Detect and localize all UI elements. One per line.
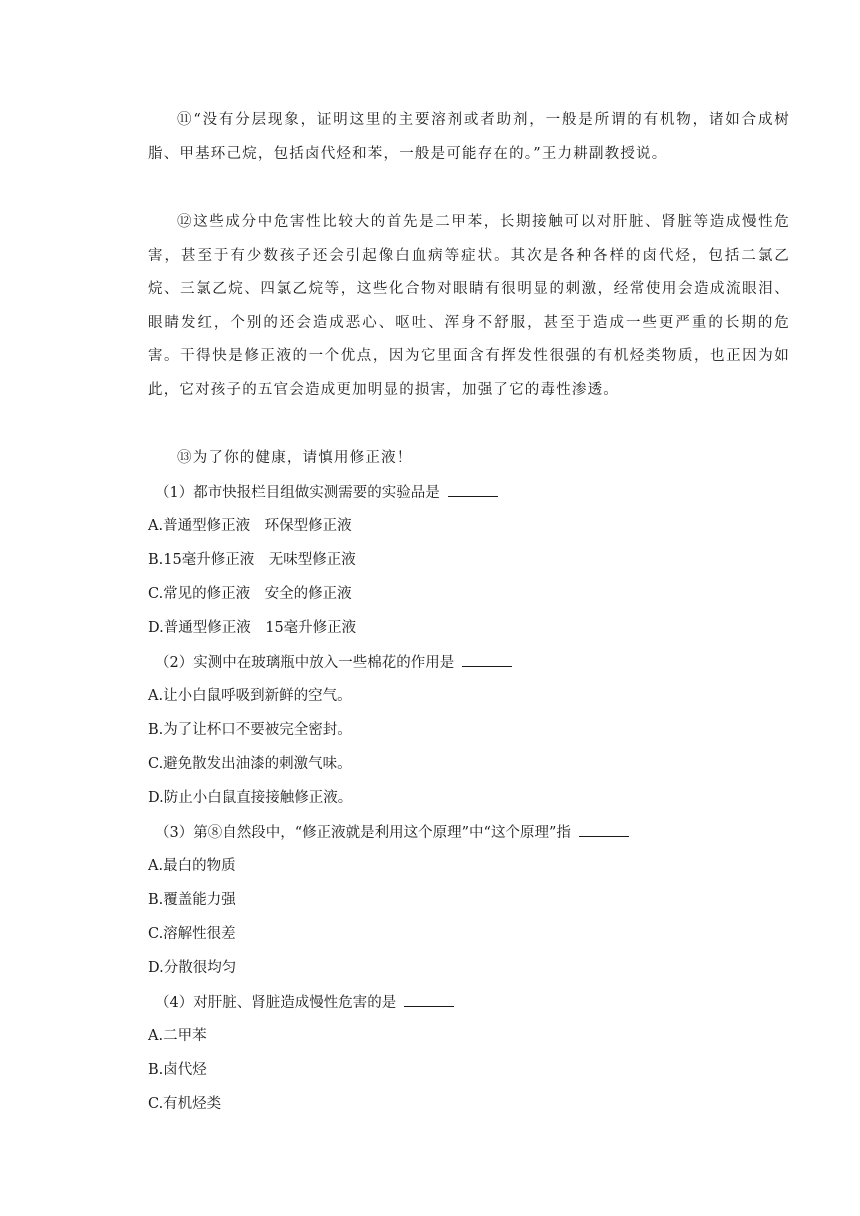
question-2-option-b: B.为了让杯口不要被完全密封。	[148, 722, 352, 738]
question-1-option-b: B.15毫升修正液 无味型修正液	[148, 552, 356, 568]
answer-blank-2[interactable]	[462, 652, 512, 667]
question-2-option-a: A.让小白鼠呼吸到新鲜的空气。	[148, 688, 352, 704]
question-1-stem: （1）都市快报栏目组做实测需要的实验品是	[155, 485, 440, 501]
question-4-option-c: C.有机烃类	[148, 1096, 222, 1112]
question-2-option-d: D.防止小白鼠直接接触修正液。	[148, 790, 353, 806]
paragraph-12: ⑫这些成分中危害性比较大的首先是二甲苯，长期接触可以对肝脏、肾脏等造成慢性危害，甚至于有少数孩子还会引起像白血病等症状。其次是各种各样的卤代烃，包括二氯乙烷、三氯乙烷、四氯乙烷等，这些化合物对眼睛有很明显的刺激，经常使用会造成流眼泪、眼睛发红，个别的还会造成恶心、呕吐、浑身不舒服，甚至于造成一些更严重的长期的危害。干得快是修正液的一个优点，因为它里面含有挥发性很强的有机烃类物质，也正因为如此，它对孩子的五官会造成更加明显的损害，加强了它的毒性渗透。	[148, 214, 790, 398]
answer-blank-3[interactable]	[579, 822, 629, 837]
question-2-option-c: C.避免散发出油漆的刺激气味。	[148, 756, 352, 772]
question-3-option-b: B.覆盖能力强	[148, 892, 236, 908]
question-3-option-c: C.溶解性很差	[148, 926, 236, 942]
question-1-option-a: A.普通型修正液 环保型修正液	[148, 518, 352, 534]
question-2	[155, 652, 512, 673]
paragraph-11: ⑪“没有分层现象，证明这里的主要溶剂或者助剂，一般是所谓的有机物，诸如合成树脂、甲基环己烷，包括卤代烃和苯，一般是可能存在的。”王力耕副教授说。	[148, 112, 790, 162]
question-4	[155, 992, 454, 1013]
question-1	[155, 482, 498, 503]
paragraph-13: ⑬为了你的健康，请慎用修正液！	[177, 450, 413, 466]
question-3-option-a: A.最白的物质	[148, 858, 236, 874]
question-1-option-c: C.常见的修正液 安全的修正液	[148, 586, 352, 602]
question-3-stem: （3）第⑧自然段中，“修正液就是利用这个原理”中“这个原理”指	[155, 825, 571, 841]
answer-blank-4[interactable]	[404, 992, 454, 1007]
question-4-option-a: A.二甲苯	[148, 1028, 207, 1044]
question-2-stem: （2）实测中在玻璃瓶中放入一些棉花的作用是	[155, 655, 455, 671]
question-3	[155, 822, 629, 843]
question-4-stem: （4）对肝脏、肾脏造成慢性危害的是	[155, 995, 397, 1011]
question-4-option-b: B.卤代烃	[148, 1062, 207, 1078]
question-1-option-d: D.普通型修正液 15毫升修正液	[148, 620, 357, 636]
question-3-option-d: D.分散很均匀	[148, 960, 237, 976]
answer-blank-1[interactable]	[448, 482, 498, 497]
